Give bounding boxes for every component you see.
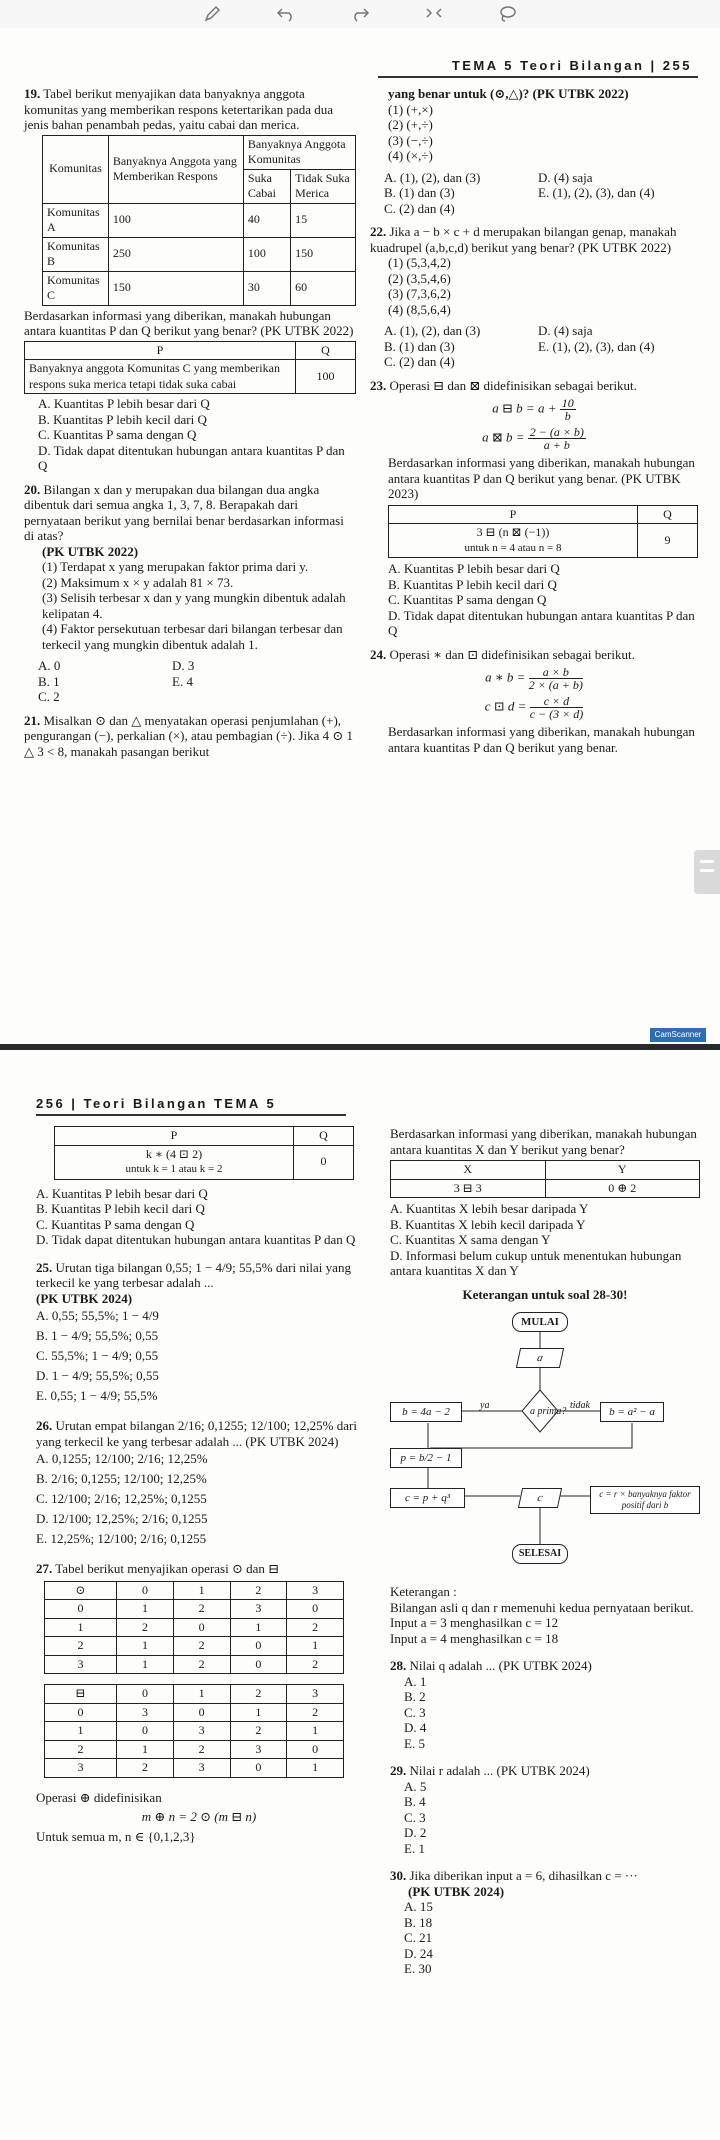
collapse-icon[interactable] — [423, 4, 445, 24]
option-b: B. 2/16; 0,1255; 12/100; 12,25% — [36, 1471, 207, 1486]
table-row: Komunitas C 150 30 60 — [43, 271, 356, 305]
question-28: 28. Nilai q adalah ... (PK UTBK 2024) A. 1 B. 2 C. 3 D. 4 E. 5 — [390, 1658, 592, 1751]
option-c: C. 55,5%; 1 − 4/9; 0,55 — [36, 1348, 159, 1363]
undo-icon[interactable] — [275, 4, 297, 24]
left-column — [24, 86, 356, 767]
statement: (3) Selisih terbesar x dan y yang mungkin dibentuk adalah kelipatan 4. — [42, 590, 346, 621]
flowchart-title: Keterangan untuk soal 28-30! — [462, 1286, 628, 1302]
flow-start: MULAI — [512, 1312, 568, 1332]
option-c: C. Kuantitas P sama dengan Q — [36, 1216, 195, 1232]
q23-table: P Q 3 ⊟ (n ⊠ (−1)) untuk n = 4 atau n = 8 9 — [388, 505, 698, 559]
flow-input-a: a — [516, 1348, 564, 1368]
option-a: A. 0 — [38, 658, 61, 673]
option-a: A. Kuantitas P lebih besar dari Q — [388, 561, 560, 576]
option-b: B. (1) dan (3) — [384, 185, 455, 200]
flow-process-b: b = 4a − 2 — [390, 1402, 462, 1422]
question-29: 29. Nilai r adalah ... (PK UTBK 2024) A. 5 B. 4 C. 3 D. 2 E. 1 — [390, 1763, 590, 1856]
statement: (2) Maksimum x × y adalah 81 × 73. — [42, 574, 234, 590]
option-a: A. 0,1255; 12/100; 2/16; 12,25% — [36, 1451, 208, 1466]
q19-pq-table: P Q Banyaknya anggota Komunitas C yang memberikan respons suka merica tetapi tidak suka cabai 100 — [24, 341, 356, 395]
statement: (4) Faktor persekutuan terbesar dari bilangan terbesar dan terkecil yang mungkin dibentuk adalah 1. — [42, 621, 343, 652]
option-c: C. Kuantitas P sama dengan Q — [388, 592, 547, 607]
option-e: E. 0,55; 1 − 4/9; 55,5% — [36, 1388, 158, 1403]
question-24: 24. Operasi ∗ dan ⊡ didefinisikan sebagai berikut. a ∗ b = $\frac{a \times b}{2 \times (a + b)}$ c ⊡ d = $\frac{c \times d}{c - (3 \times d)}$ Berdasarkan informasi yang diberikan, manakah hubungan antara kuantitas P dan Q berikut yang benar. — [370, 646, 695, 755]
lasso-icon[interactable] — [497, 4, 519, 24]
flow-no-label: tidak — [570, 1400, 590, 1411]
right-column — [390, 1126, 700, 1985]
option-d: D. Tidak dapat ditentukan hubungan antara kuantitas P dan Q — [38, 442, 345, 473]
question-22: 22. Jika a − b × c + d merupakan bilangan genap, manakah kuadrupel (a,b,c,d) berikut yang benar? (PK UTBK 2022) (1) (5,3,4,2) (2) (3,5,4,6) (3) (7,3,6,2) (4) (8,5,6,4) A. (1), (2), dan (3) D. (4) saja B. (1) dan (3) E. (1), (2), (3), dan (4) C. (2) dan (4) — [370, 224, 698, 370]
xy-table: X Y 3 ⊟ 3 0 ⊕ 2 — [390, 1160, 700, 1198]
option-c: C. Kuantitas X sama dengan Y — [390, 1232, 551, 1247]
question-19: 19. Tabel berikut menyajikan data banyaknya anggota komunitas yang memberikan respons ketertarikan pada dua jenis bahan penambah pedas, yaitu cabai dan merica. Komunitas Banyaknya Anggota yang Memberikan Respons Banyaknya Anggota Komunitas Suka Cabai Tidak Suka Merica Komunitas A 100 40 15 Komunitas B 250 100 150 Komunitas C 150 30 60 Berdasarkan informasi yang diberikan, manakah hubungan antara kuantitas P dan Q berikut yang benar? (PK UTBK 2022) P Q Banyaknya anggota Komunitas C yang memberikan respons suka merica tetapi tidak suka cabai 100 A. Kuantitas P lebih besar dari Q B. Kuantitas P lebih kecil dari Q C. Kuantitas P sama dengan Q D. Tidak dapat ditentukan hubungan antara kuantitas P dan Q — [24, 86, 356, 474]
question-27: 27. Tabel berikut menyajikan operasi ⊙ dan ⊟ ⊙ 0 1 2 3 0 1 2 3 0 1 2 0 1 2 2 1 2 0 1 3 1 2 0 2 ⊟ 0 1 2 3 0 3 0 1 2 1 0 3 2 1 2 1 2 3 0 3 2 3 0 1 Operasi ⊕ didefinisikan m ⊕ n = 2 ⊙ (m ⊟ n) Untuk semua m, n ∈ {0,1,2,3} — [36, 1561, 362, 1844]
header-rule — [378, 76, 698, 78]
option-a: A. Kuantitas P lebih besar dari Q — [38, 396, 210, 411]
option-e: E. (1), (2), (3), dan (4) — [538, 185, 655, 200]
option-c: C. (2) dan (4) — [384, 354, 455, 369]
option-c: C. 12/100; 2/16; 12,25%; 0,1255 — [36, 1491, 207, 1506]
option-b: B. Kuantitas P lebih kecil dari Q — [38, 411, 207, 427]
table-row: Komunitas A 100 40 15 — [43, 203, 356, 237]
flow-end: SELESAI — [512, 1544, 568, 1564]
statement: (1) Terdapat x yang merupakan faktor prima dari y. — [42, 559, 309, 574]
page-header: TEMA 5 Teori Bilangan | 255 — [451, 58, 692, 73]
pen-icon[interactable] — [201, 4, 223, 24]
option-a: A. Kuantitas P lebih besar dari Q — [36, 1185, 208, 1201]
option-b: B. 1 − 4/9; 55,5%; 0,55 — [36, 1328, 159, 1343]
page-256 — [0, 1050, 720, 2140]
question-21-cont: yang benar untuk (⊙,△)? (PK UTBK 2022) (1) (+,×) (2) (+,÷) (3) (−,÷) (4) (×,÷) A. (1), (2), dan (3) D. (4) saja B. (1) dan (3) E. (1), (2), (3), dan (4) C. (2) dan (4) — [370, 86, 698, 216]
option-d: D. Informasi belum cukup untuk menentukan hubungan antara kuantitas X dan Y — [390, 1247, 682, 1278]
header-rule — [36, 1114, 346, 1116]
option-b: B. 1 — [38, 673, 60, 689]
table-row: Komunitas B 250 100 150 — [43, 237, 356, 271]
option-b: B. Kuantitas P lebih kecil dari Q — [36, 1201, 205, 1216]
option-d: D. Tidak dapat ditentukan hubungan antara kuantitas P dan Q — [36, 1232, 356, 1247]
op-table-boxminus: ⊟ 0 1 2 3 0 3 0 1 2 1 0 3 2 1 2 1 2 3 0 3 2 3 0 1 — [44, 1684, 344, 1778]
option-a: A. Kuantitas X lebih besar daripada Y — [390, 1201, 589, 1216]
option-b: B. (1) dan (3) — [384, 338, 455, 354]
option-d: D. (4) saja — [538, 169, 593, 185]
question-21: 21. Misalkan ⊙ dan △ menyatakan operasi penjumlahan (+), pengurangan (−), perkalian (×), atau pembagian (÷). Jika 4 ⊙ 1 △ 3 < 8, manakah pasangan berikut — [24, 712, 354, 759]
redo-icon[interactable] — [349, 4, 371, 24]
flowchart-notes: Keterangan : Bilangan asli q dan r memenuhi kedua pernyataan berikut. Input a = 3 menghasilkan c = 12 Input a = 4 menghasilkan c = 18 — [390, 1584, 694, 1646]
page-header: 256 | Teori Bilangan TEMA 5 — [36, 1096, 277, 1111]
option-b: B. Kuantitas P lebih kecil dari Q — [388, 576, 557, 592]
option-a: A. (1), (2), dan (3) — [384, 323, 481, 338]
q24-table: P Q k ∗ (4 ⊡ 2) untuk k = 1 atau k = 2 0 — [54, 1126, 354, 1180]
option-d: D. 3 — [172, 658, 195, 673]
option-a: A. 0,55; 55,5%; 1 − 4/9 — [36, 1308, 159, 1323]
left-column — [36, 1126, 362, 1852]
option-e: E. 12,25%; 12/100; 2/16; 0,1255 — [36, 1531, 207, 1546]
question-27-cont: Berdasarkan informasi yang diberikan, manakah hubungan antara kuantitas X dan Y berikut yang benar? X Y 3 ⊟ 3 0 ⊕ 2 A. Kuantitas X lebih besar daripada Y B. Kuantitas X lebih kecil daripada Y C. Kuantitas X sama dengan Y D. Informasi belum cukup untuk menentukan hubungan antara kuantitas X dan Y — [390, 1126, 700, 1279]
q19-table: Komunitas Banyaknya Anggota yang Memberikan Respons Banyaknya Anggota Komunitas Suka Cabai Tidak Suka Merica Komunitas A 100 40 15 Komunitas B 250 100 150 Komunitas C 150 30 60 — [42, 135, 356, 306]
option-d: D. (4) saja — [538, 323, 593, 338]
annotation-toolbar — [0, 0, 720, 28]
option-b: B. Kuantitas X lebih kecil daripada Y — [390, 1216, 586, 1232]
right-column — [370, 86, 698, 763]
side-panel-handle[interactable] — [694, 850, 720, 894]
option-e: E. 4 — [172, 673, 193, 689]
op-table-odot: ⊙ 0 1 2 3 0 1 2 3 0 1 2 0 1 2 2 1 2 0 1 3 1 2 0 2 — [44, 1581, 344, 1675]
page-255 — [0, 28, 720, 1044]
question-25: 25. Urutan tiga bilangan 0,55; 1 − 4/9; 55,5% dari nilai yang terkecil ke yang terbesar adalah ... (PK UTBK 2024) A. 0,55; 55,5%; 1 − 4/9 B. 1 − 4/9; 55,5%; 0,55 C. 55,5%; 1 − 4/9; 0,55 D. 1 − 4/9; 55,5%; 0,55 E. 0,55; 1 − 4/9; 55,5% — [36, 1260, 362, 1407]
question-26: 26. Urutan empat bilangan 2/16; 0,1255; 12/100; 12,25% dari yang terkecil ke yang terbesar adalah ... (PK UTBK 2024) A. 0,1255; 12/100; 2/16; 12,25% B. 2/16; 0,1255; 12/100; 12,25% C. 12/100; 2/16; 12,25%; 0,1255 D. 12/100; 12,25%; 2/16; 0,1255 E. 12,25%; 12/100; 2/16; 0,1255 — [36, 1418, 362, 1549]
flow-process-b2: b = a² − a — [600, 1402, 664, 1422]
option-a: A. (1), (2), dan (3) — [384, 169, 481, 185]
question-24-cont — [36, 1126, 362, 1248]
flow-output-c: c — [518, 1488, 562, 1508]
option-c: C. Kuantitas P sama dengan Q — [38, 427, 197, 442]
flow-yes-label: ya — [480, 1400, 490, 1411]
question-30: 30. Jika diberikan input a = 6, dihasilkan c = ··· (PK UTBK 2024) A. 15 B. 18 C. 21 D. 24 E. 30 — [390, 1868, 638, 1976]
flow-process-c: c = p + q³ — [390, 1488, 465, 1508]
flow-decision: a prima? — [530, 1406, 567, 1417]
option-d: D. Tidak dapat ditentukan hubungan antara kuantitas P dan Q — [388, 607, 695, 638]
question-23: 23. Operasi ⊟ dan ⊠ didefinisikan sebagai berikut. a ⊟ b = a + $\frac{10}{b}$ a ⊠ b = $\frac{2 - (a \times b)}{a + b}$ Berdasarkan informasi yang diberikan, manakah hubungan antara kuantitas P dan Q berikut yang benar. (PK UTBK 2023) P Q 3 ⊟ (n ⊠ (−1)) untuk n = 4 atau n = 8 9 A. Kuantitas P lebih besar dari Q B. Kuantitas P lebih kecil dari Q C. Kuantitas P sama dengan Q D. Tidak dapat ditentukan hubungan antara kuantitas P dan Q — [370, 378, 698, 639]
option-c: C. (2) dan (4) — [384, 200, 455, 216]
flow-process-p: p = b/2 − 1 — [390, 1448, 462, 1468]
question-20: 20. Bilangan x dan y merupakan dua bilangan dua angka dibentuk dari semua angka 1, 3, 7, 8. Berapakah dari pernyataan berikut yang bernilai benar berdasarkan informasi di atas? (PK UTBK 2022) (1) Terdapat x yang merupakan faktor prima dari y. (2) Maksimum x × y adalah 81 × 73. (3) Selisih terbesar x dan y yang mungkin dibentuk adalah kelipatan 4. (4) Faktor persekutuan terbesar dari bilangan terbesar dan terkecil yang mungkin dibentuk adalah 1. A. 0 D. 3 B. 1 E. 4 C. 2 — [24, 482, 356, 705]
camscanner-badge: CamScanner — [650, 1028, 706, 1042]
option-d: D. 1 − 4/9; 55,5%; 0,55 — [36, 1368, 159, 1383]
flow-process-cr: c = r × banyaknya faktor positif dari b — [590, 1486, 700, 1514]
flowchart — [390, 1308, 700, 1608]
option-e: E. (1), (2), (3), dan (4) — [538, 338, 655, 354]
option-c: C. 2 — [38, 689, 60, 704]
option-d: D. 12/100; 12,25%; 2/16; 0,1255 — [36, 1511, 208, 1526]
